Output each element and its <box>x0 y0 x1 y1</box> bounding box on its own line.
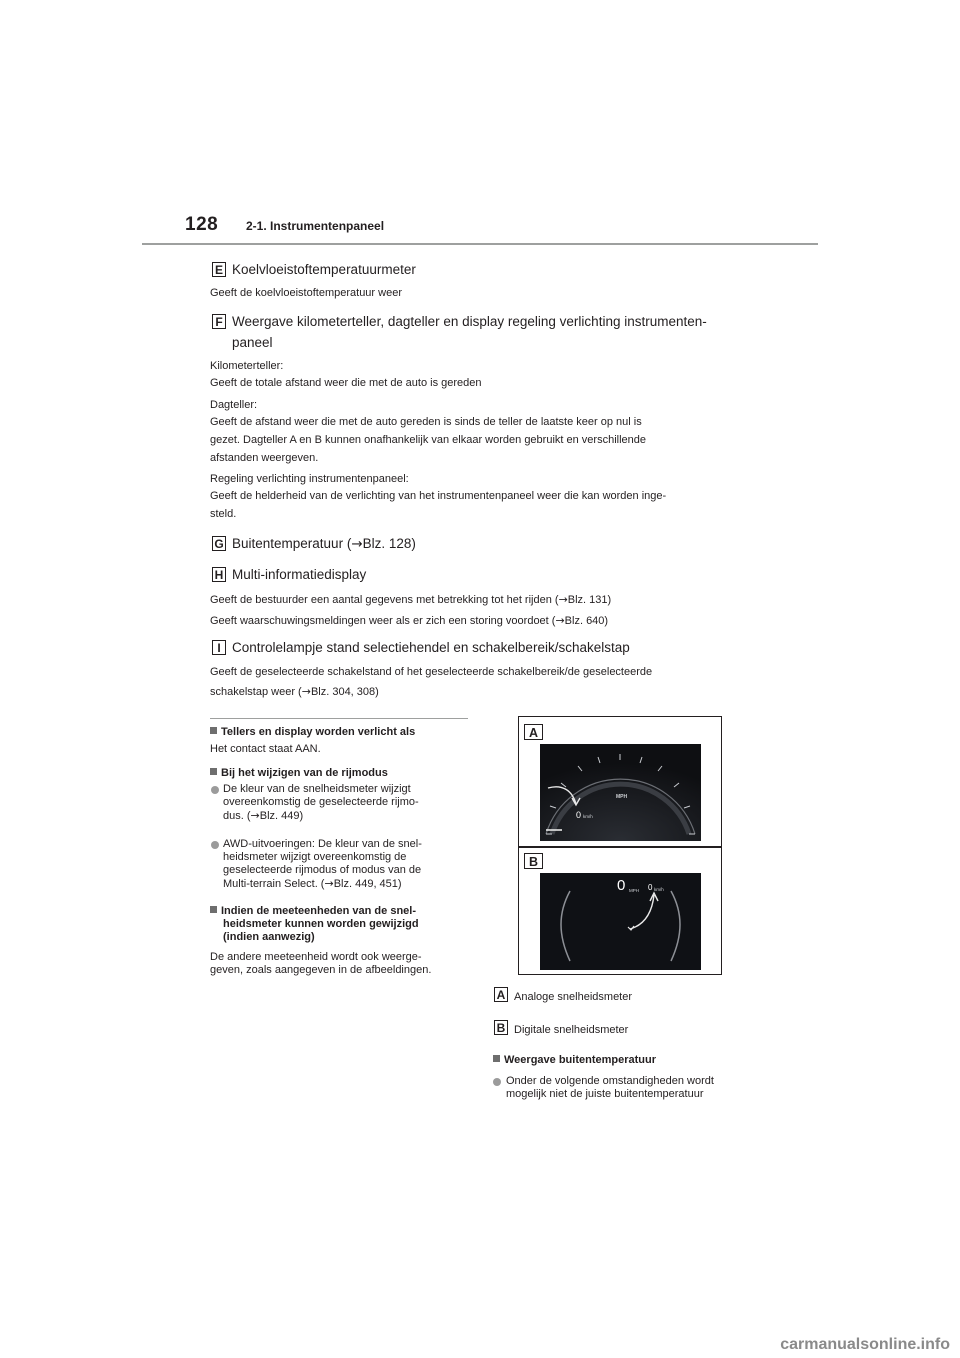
bullet-awd-line3: geselecteerde rijmodus of modus van de <box>223 864 422 876</box>
item-f-km-desc: Geeft de totale afstand weer die met de auto is gereden <box>210 377 482 389</box>
analog-speedometer-screen <box>540 744 701 841</box>
arrow-icon: → <box>324 877 334 890</box>
note-text-lit: Het contact staat AAN. <box>210 743 321 755</box>
bullet-outside-temp-line1: Onder de volgende omstandigheden wordt <box>506 1075 714 1087</box>
square-bullet-icon <box>210 906 217 913</box>
note-heading-lit: Tellers en display worden verlicht als <box>210 726 415 739</box>
figure-label-a: A <box>524 724 543 740</box>
item-i-desc-line1: Geeft de geselecteerde schakelstand of het geselecteerde schakelbereik/de geselecteerde <box>210 666 653 678</box>
item-f-trip-line1: Geeft de afstand weer die met de auto gereden is sinds de teller de laatste keer op nul is <box>210 416 642 428</box>
legend-badge-a: A <box>494 987 508 1002</box>
item-e-title: Koelvloeistoftemperatuurmeter <box>232 262 416 277</box>
note-heading-outside-temp: Weergave buitentemperatuur <box>493 1054 656 1067</box>
arrow-icon: → <box>250 809 260 822</box>
digital-speed-value: 0 <box>617 877 626 894</box>
square-bullet-icon <box>210 768 217 775</box>
header-rule <box>142 243 818 245</box>
figure-divider <box>518 846 722 848</box>
note-heading-drivemode: Bij het wijzigen van de rijmodus <box>210 767 388 780</box>
item-f-light-label: Regeling verlichting instrumentenpaneel: <box>210 473 409 485</box>
section-title: 2-1. Instrumentenpaneel <box>246 219 385 233</box>
bullet-drivemode-line2: overeenkomstig de geselecteerde rijmo- <box>223 796 419 808</box>
square-bullet-icon <box>493 1055 500 1062</box>
note-text-units-line2: geven, zoals aangegeven in de afbeeldingen. <box>210 964 432 976</box>
bullet-outside-temp-line2: mogelijk niet de juiste buitentemperatuur <box>506 1088 704 1100</box>
digital-sub-value: 0 <box>648 883 653 892</box>
item-i-title: Controlelampje stand selectiehendel en schakelbereik/schakelstap <box>232 640 630 655</box>
analog-speed-value: 0 <box>576 810 582 820</box>
item-h-desc2: Geeft waarschuwingsmeldingen weer als er zich een storing voordoet (→Blz. 640) <box>210 614 609 627</box>
arrow-icon: → <box>351 536 363 552</box>
arrow-icon: → <box>555 614 565 627</box>
bullet-drivemode-line3: dus. (→Blz. 449) <box>223 809 304 822</box>
item-f-trip-label: Dagteller: <box>210 399 258 411</box>
item-e-desc: Geeft de koelvloeistoftemperatuur weer <box>210 287 402 299</box>
analog-unit-label: MPH <box>616 794 628 800</box>
badge-h: H <box>212 567 226 582</box>
note-heading-units-line2: heidsmeter kunnen worden gewijzigd <box>223 918 419 930</box>
legend-badge-b: B <box>494 1020 508 1035</box>
bullet-awd-line1: AWD-uitvoeringen: De kleur van de snel- <box>223 838 422 850</box>
legend-analog: Analoge snelheidsmeter <box>514 991 633 1003</box>
badge-g: G <box>212 536 226 551</box>
item-f-light-line1: Geeft de helderheid van de verlichting van het instrumentenpaneel weer die kan worden inge- <box>210 490 667 502</box>
digital-speedometer-screen <box>540 873 701 970</box>
item-f-trip-line3: afstanden weergeven. <box>210 452 319 464</box>
bullet-dot-icon <box>211 786 219 794</box>
figure-label-b: B <box>524 853 543 869</box>
item-f-title-line2: paneel <box>232 335 273 350</box>
item-f-light-line2: steld. <box>210 508 237 520</box>
note-heading-units-line3: (indien aanwezig) <box>223 931 315 943</box>
item-i-desc-line2: schakelstap weer (→Blz. 304, 308) <box>210 685 379 698</box>
item-h-title: Multi-informatiedisplay <box>232 567 367 582</box>
digital-sub-unit: km/h <box>654 887 664 892</box>
arrow-icon: → <box>558 593 568 606</box>
note-text-units-line1: De andere meeteenheid wordt ook weerge- <box>210 951 422 963</box>
page-number: 128 <box>185 214 219 235</box>
badge-f: F <box>212 314 226 329</box>
item-g-title: Buitentemperatuur (→Blz. 128) <box>232 536 416 552</box>
badge-e: E <box>212 262 226 277</box>
badge-i: I <box>212 640 226 655</box>
item-f-title-line1: Weergave kilometerteller, dagteller en display regeling verlichting instrumenten- <box>232 314 707 329</box>
analog-gauge-graphic <box>540 744 701 841</box>
bullet-dot-icon <box>211 841 219 849</box>
item-f-km-label: Kilometerteller: <box>210 360 284 372</box>
item-h-desc1: Geeft de bestuurder een aantal gegevens met betrekking tot het rijden (→Blz. 131) <box>210 593 612 606</box>
bullet-drivemode-line1: De kleur van de snelheidsmeter wijzigt <box>223 783 411 795</box>
column-rule <box>210 718 468 719</box>
item-f-trip-line2: gezet. Dagteller A en B kunnen onafhankelijk van elkaar worden gebruikt en verschillende <box>210 434 646 446</box>
bullet-awd-line2: heidsmeter wijzigt overeenkomstig de <box>223 851 407 863</box>
legend-digital: Digitale snelheidsmeter <box>514 1024 629 1036</box>
square-bullet-icon <box>210 727 217 734</box>
analog-sub-unit: km/h <box>583 814 593 819</box>
watermark: carmanualsonline.info <box>780 1336 950 1353</box>
bullet-dot-icon <box>493 1078 501 1086</box>
digital-unit-label: MPH <box>629 888 639 893</box>
arrow-icon: → <box>301 685 311 698</box>
bullet-awd-line4: Multi-terrain Select. (→Blz. 449, 451) <box>223 877 402 890</box>
note-heading-units-line1: Indien de meeteenheden van de snel- <box>210 905 416 918</box>
